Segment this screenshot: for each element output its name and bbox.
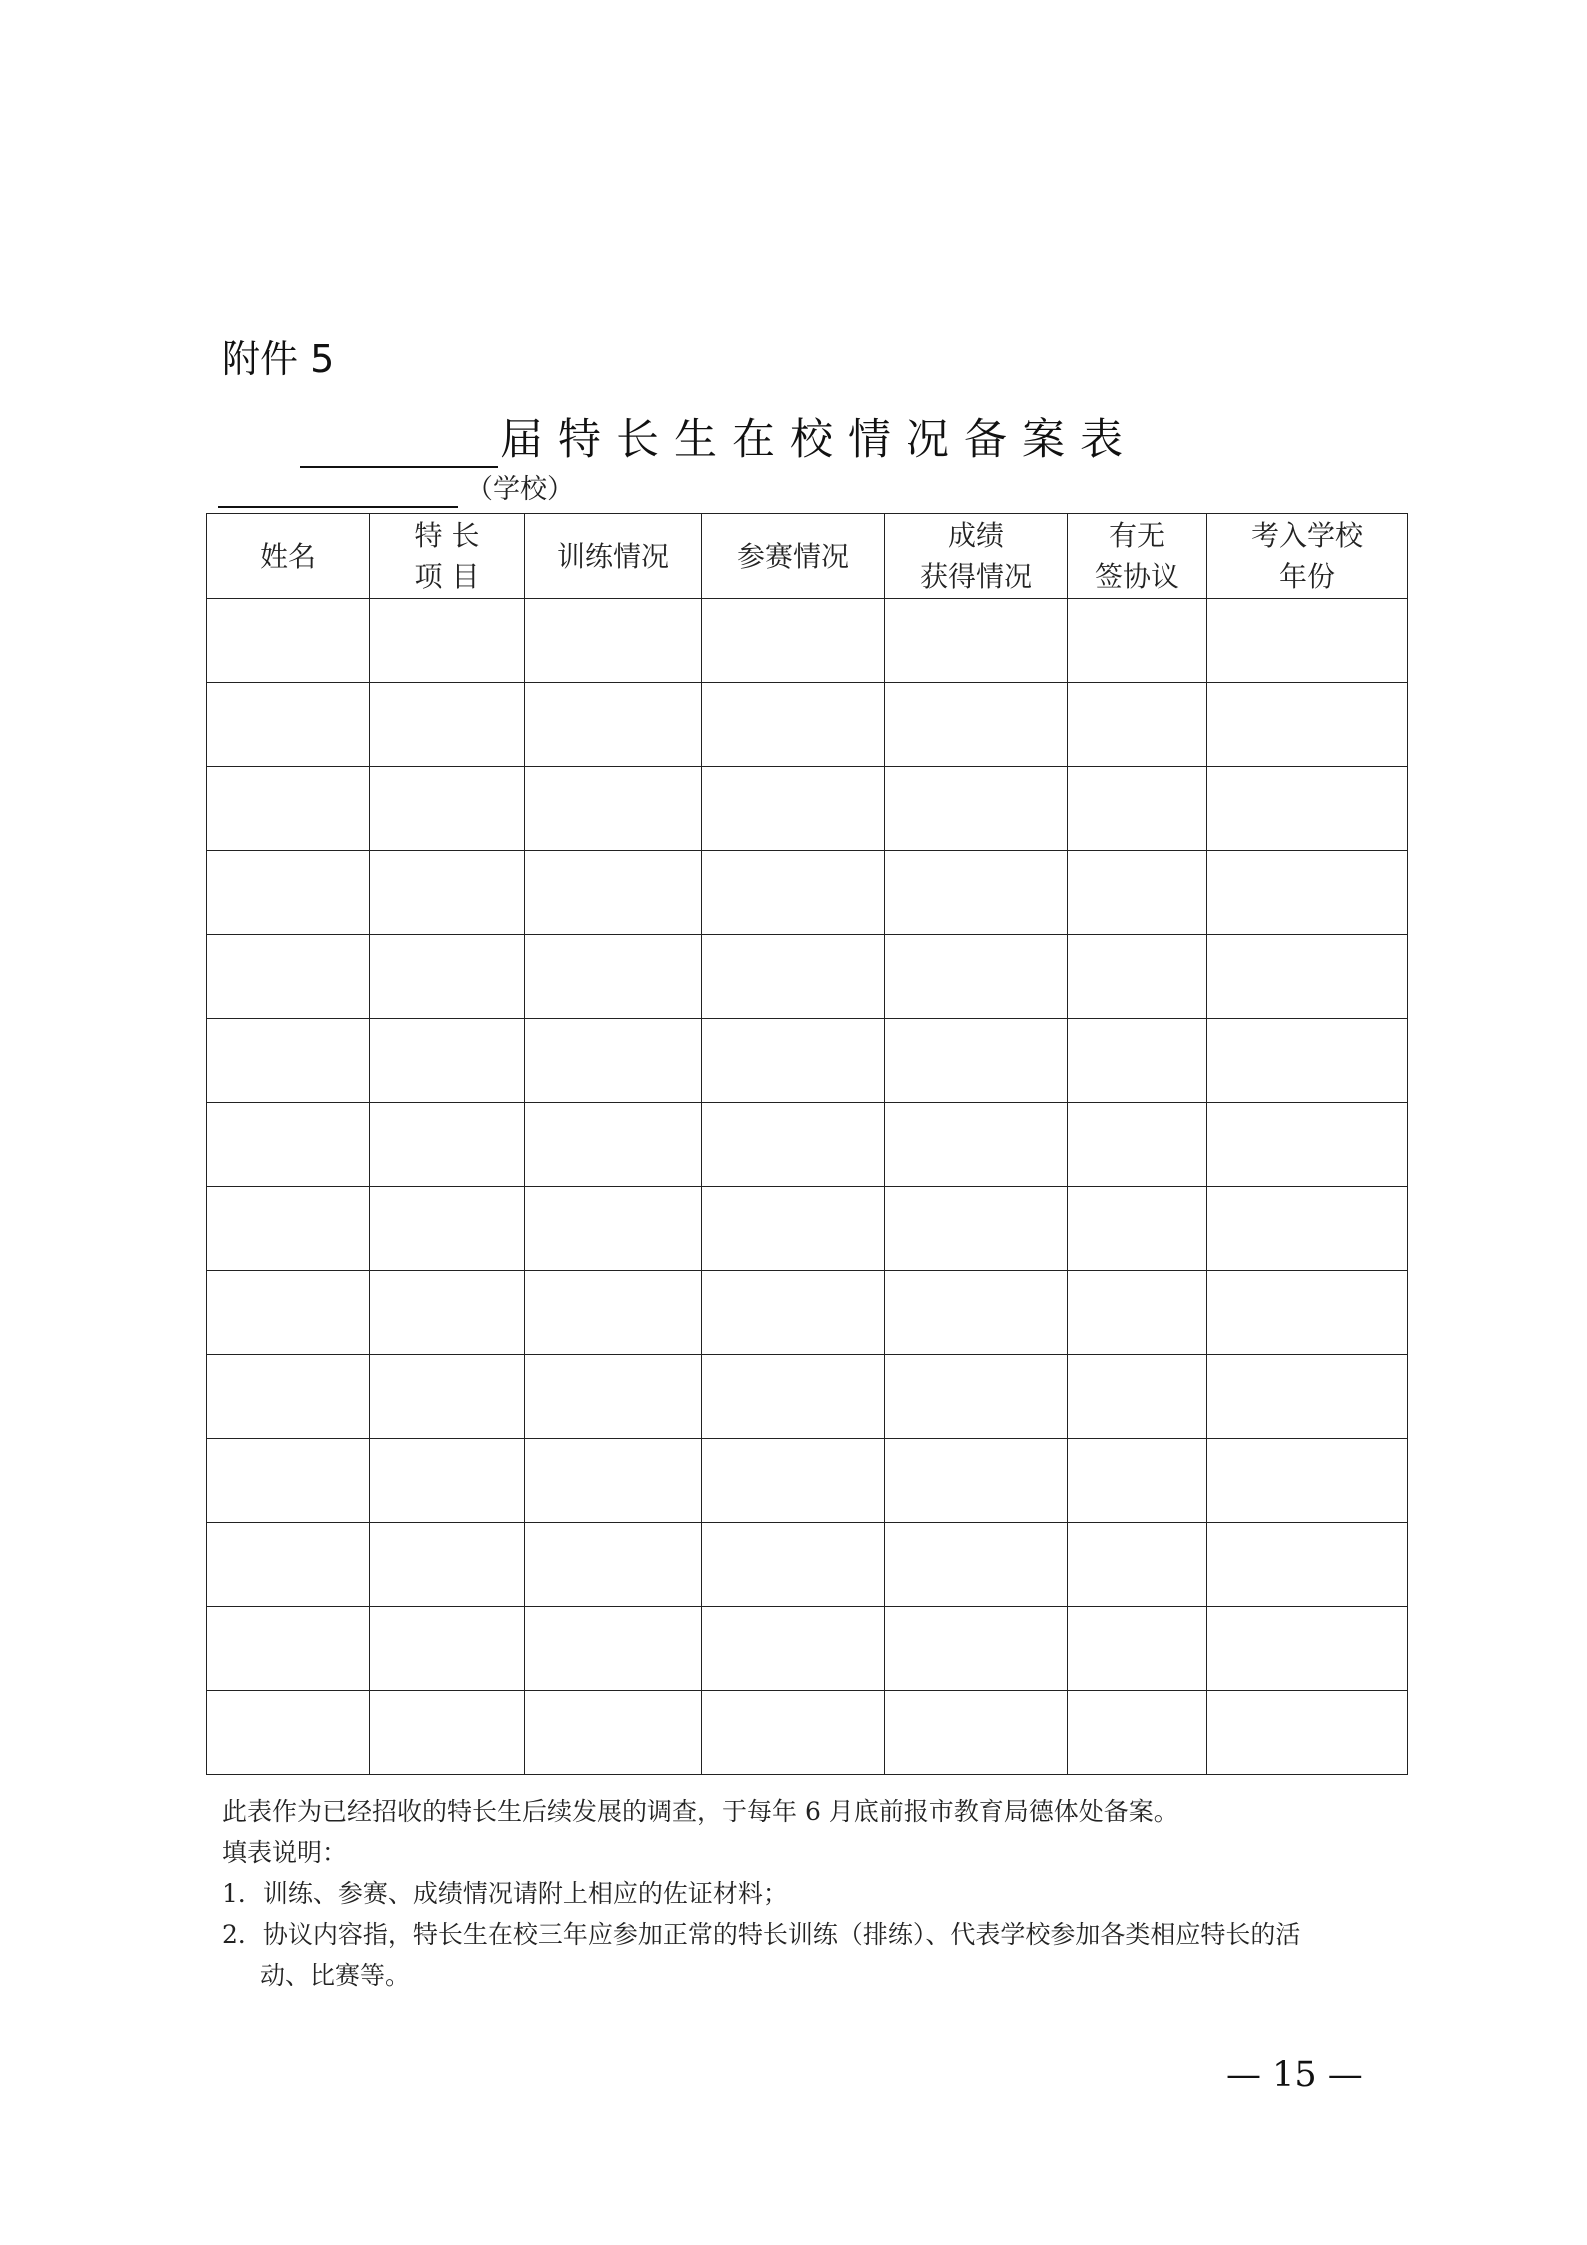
table-cell[interactable] bbox=[1207, 1355, 1408, 1439]
table-cell[interactable] bbox=[1068, 1019, 1207, 1103]
table-cell[interactable] bbox=[207, 851, 370, 935]
table-row bbox=[207, 851, 1408, 935]
table-row bbox=[207, 767, 1408, 851]
table-row bbox=[207, 1271, 1408, 1355]
table-cell[interactable] bbox=[1068, 1523, 1207, 1607]
table-cell[interactable] bbox=[702, 1019, 885, 1103]
header-name: 姓名 bbox=[207, 514, 370, 599]
table-row bbox=[207, 1355, 1408, 1439]
header-training: 训练情况 bbox=[525, 514, 702, 599]
table-cell[interactable] bbox=[1207, 1439, 1408, 1523]
table-cell[interactable] bbox=[1207, 1691, 1408, 1775]
table-row bbox=[207, 1019, 1408, 1103]
table-cell[interactable] bbox=[525, 1019, 702, 1103]
table-cell[interactable] bbox=[207, 1103, 370, 1187]
table-cell[interactable] bbox=[702, 1607, 885, 1691]
table-cell[interactable] bbox=[1068, 1271, 1207, 1355]
table-cell[interactable] bbox=[525, 1187, 702, 1271]
table-cell[interactable] bbox=[525, 851, 702, 935]
table-cell[interactable] bbox=[370, 1439, 525, 1523]
table-cell[interactable] bbox=[370, 1271, 525, 1355]
header-achievement: 成绩 获得情况 bbox=[885, 514, 1068, 599]
table-cell[interactable] bbox=[525, 1523, 702, 1607]
table-cell[interactable] bbox=[370, 683, 525, 767]
table-cell[interactable] bbox=[207, 1355, 370, 1439]
table-cell[interactable] bbox=[207, 1523, 370, 1607]
table-cell[interactable] bbox=[525, 767, 702, 851]
table-cell[interactable] bbox=[370, 1355, 525, 1439]
title-row bbox=[300, 408, 1138, 468]
table-cell[interactable] bbox=[702, 1355, 885, 1439]
table-cell[interactable] bbox=[702, 1439, 885, 1523]
attachment-label: 附件 5 bbox=[222, 337, 335, 381]
document-title: 届特长生在校情况备案表 bbox=[500, 415, 1138, 465]
table-cell[interactable] bbox=[885, 935, 1068, 1019]
table-cell[interactable] bbox=[207, 599, 370, 683]
table-cell[interactable] bbox=[207, 767, 370, 851]
table-row bbox=[207, 1439, 1408, 1523]
table-row bbox=[207, 599, 1408, 683]
table-cell[interactable] bbox=[1068, 1103, 1207, 1187]
table-cell[interactable] bbox=[702, 683, 885, 767]
table-cell[interactable] bbox=[525, 1439, 702, 1523]
table-cell[interactable] bbox=[702, 767, 885, 851]
note-item: 1．训练、参赛、成绩情况请附上相应的佐证材料； bbox=[222, 1879, 788, 1908]
table-cell[interactable] bbox=[525, 1271, 702, 1355]
table-cell[interactable] bbox=[1068, 683, 1207, 767]
table-cell[interactable] bbox=[370, 1523, 525, 1607]
table-cell[interactable] bbox=[207, 935, 370, 1019]
table-cell[interactable] bbox=[885, 1523, 1068, 1607]
table-cell[interactable] bbox=[207, 1019, 370, 1103]
table-cell[interactable] bbox=[702, 1103, 885, 1187]
table-cell[interactable] bbox=[370, 851, 525, 935]
table-row bbox=[207, 683, 1408, 767]
table-row bbox=[207, 1103, 1408, 1187]
table-cell[interactable] bbox=[1207, 1271, 1408, 1355]
table-cell[interactable] bbox=[885, 1439, 1068, 1523]
table-cell[interactable] bbox=[702, 851, 885, 935]
school-label: （学校） bbox=[466, 474, 574, 505]
table-cell[interactable] bbox=[885, 1103, 1068, 1187]
table-cell[interactable] bbox=[207, 1439, 370, 1523]
table-cell[interactable] bbox=[702, 1523, 885, 1607]
table-cell[interactable] bbox=[885, 851, 1068, 935]
table-cell[interactable] bbox=[1207, 935, 1408, 1019]
table-cell[interactable] bbox=[1207, 599, 1408, 683]
table-cell[interactable] bbox=[1068, 1355, 1207, 1439]
header-admission-year: 考入学校 年份 bbox=[1207, 514, 1408, 599]
school-row bbox=[218, 468, 574, 508]
header-competition: 参赛情况 bbox=[702, 514, 885, 599]
table-cell[interactable] bbox=[370, 1187, 525, 1271]
table-cell[interactable] bbox=[207, 1691, 370, 1775]
table-cell[interactable] bbox=[370, 1607, 525, 1691]
table-cell[interactable] bbox=[207, 1271, 370, 1355]
header-agreement: 有无 签协议 bbox=[1068, 514, 1207, 599]
table-cell[interactable] bbox=[1207, 1103, 1408, 1187]
table-cell[interactable] bbox=[1068, 767, 1207, 851]
table-cell[interactable] bbox=[885, 1019, 1068, 1103]
table-cell[interactable] bbox=[525, 1691, 702, 1775]
table-cell[interactable] bbox=[885, 1691, 1068, 1775]
table-cell[interactable] bbox=[370, 1691, 525, 1775]
table-cell[interactable] bbox=[525, 1355, 702, 1439]
header-row bbox=[207, 514, 1408, 599]
table-cell[interactable] bbox=[370, 599, 525, 683]
table-cell[interactable] bbox=[207, 1607, 370, 1691]
table-cell[interactable] bbox=[1068, 1607, 1207, 1691]
header-specialty: 特 长 项 目 bbox=[370, 514, 525, 599]
table-cell[interactable] bbox=[702, 1271, 885, 1355]
table-cell[interactable] bbox=[885, 767, 1068, 851]
note-item: 2．协议内容指，特长生在校三年应参加正常的特长训练（排练）、代表学校参加各类相应特长的活 bbox=[222, 1920, 1301, 1949]
table-cell[interactable] bbox=[885, 683, 1068, 767]
table-cell[interactable] bbox=[1068, 1439, 1207, 1523]
table-cell[interactable] bbox=[525, 599, 702, 683]
table-cell[interactable] bbox=[525, 683, 702, 767]
table-cell[interactable] bbox=[885, 1607, 1068, 1691]
table-cell[interactable] bbox=[702, 935, 885, 1019]
table-cell[interactable] bbox=[370, 935, 525, 1019]
table-body bbox=[207, 599, 1408, 1775]
page-number: — 15 — bbox=[1226, 2055, 1363, 2095]
table-cell[interactable] bbox=[207, 683, 370, 767]
table-cell[interactable] bbox=[702, 599, 885, 683]
table-cell[interactable] bbox=[1207, 851, 1408, 935]
table-cell[interactable] bbox=[1068, 1187, 1207, 1271]
notes bbox=[222, 1791, 1402, 1996]
table-cell[interactable] bbox=[525, 935, 702, 1019]
table-cell[interactable] bbox=[702, 1691, 885, 1775]
table-cell[interactable] bbox=[370, 767, 525, 851]
table-cell[interactable] bbox=[885, 1271, 1068, 1355]
table-cell[interactable] bbox=[1068, 599, 1207, 683]
table-cell[interactable] bbox=[1068, 935, 1207, 1019]
table-cell[interactable] bbox=[525, 1103, 702, 1187]
table-row bbox=[207, 935, 1408, 1019]
school-name-blank bbox=[218, 470, 458, 508]
table-cell[interactable] bbox=[207, 1187, 370, 1271]
table-cell[interactable] bbox=[1068, 1691, 1207, 1775]
note-item-continuation: 动、比赛等。 bbox=[260, 1961, 411, 1990]
table-cell[interactable] bbox=[370, 1103, 525, 1187]
table-row bbox=[207, 1187, 1408, 1271]
table-cell[interactable] bbox=[885, 1355, 1068, 1439]
table-cell[interactable] bbox=[702, 1187, 885, 1271]
table-cell[interactable] bbox=[525, 1607, 702, 1691]
table-cell[interactable] bbox=[885, 1187, 1068, 1271]
table-row bbox=[207, 1523, 1408, 1607]
table-row bbox=[207, 1691, 1408, 1775]
notes-heading: 填表说明： bbox=[222, 1838, 348, 1867]
record-table bbox=[206, 513, 1408, 1775]
table-cell[interactable] bbox=[885, 599, 1068, 683]
table-cell[interactable] bbox=[1207, 683, 1408, 767]
table-cell[interactable] bbox=[1207, 1187, 1408, 1271]
table-cell[interactable] bbox=[1207, 767, 1408, 851]
notes-intro: 此表作为已经招收的特长生后续发展的调查，于每年 6 月底前报市教育局德体处备案。 bbox=[222, 1797, 1179, 1826]
table-cell[interactable] bbox=[1068, 851, 1207, 935]
table-cell[interactable] bbox=[370, 1019, 525, 1103]
graduation-year-blank bbox=[300, 414, 498, 468]
table-cell[interactable] bbox=[1207, 1607, 1408, 1691]
table-cell[interactable] bbox=[1207, 1523, 1408, 1607]
table-cell[interactable] bbox=[1207, 1019, 1408, 1103]
table-row bbox=[207, 1607, 1408, 1691]
